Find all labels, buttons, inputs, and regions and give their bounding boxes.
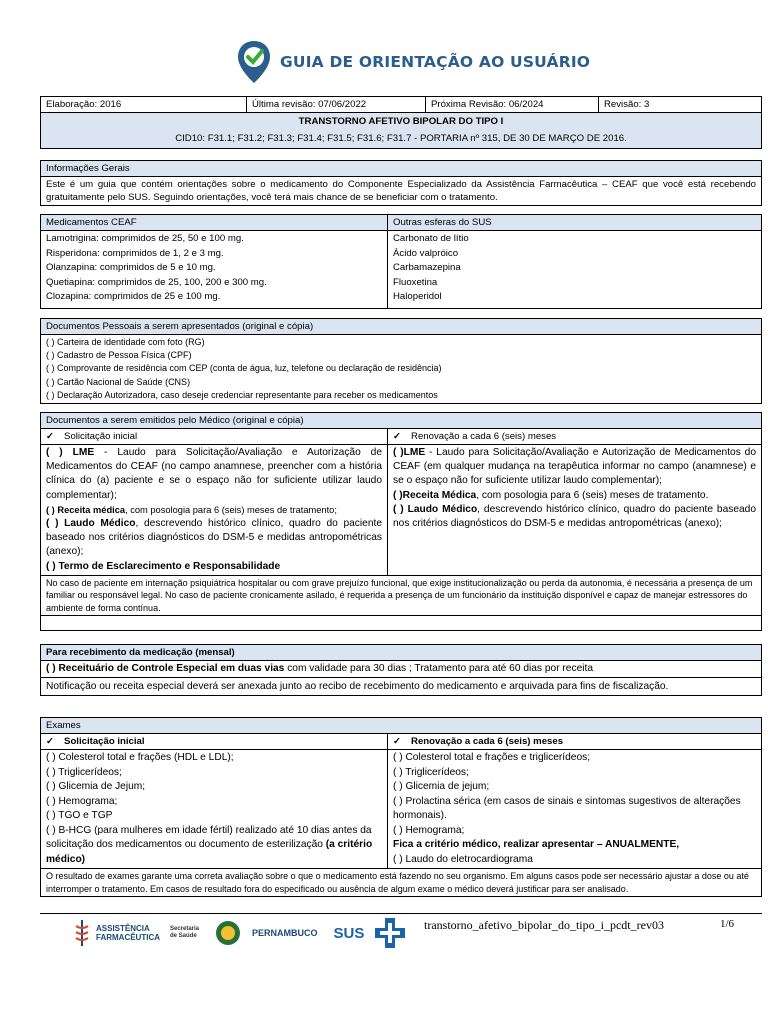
exam-item: ( ) Colesterol total e frações (HDL e LDL); (46, 752, 234, 763)
med-item: Fluoxetina (393, 276, 438, 288)
recebimento-header: Para recebimento da medicação (mensal) (41, 645, 762, 661)
exames-ren-list (388, 750, 762, 869)
exam-item: ( ) Hemograma; (46, 795, 118, 807)
header-table (40, 96, 762, 149)
med-item: Ácido valpróico (393, 247, 459, 259)
assistencia-logo (72, 918, 160, 948)
exames-note: O resultado de exames garante uma correta avaliação sobre o que o medicamento está fazendo no seu organismo. Em alguns casos pode ser necessário ajustar a dose ou até interromper o tratamento. Em casos de resultado fora do especificado ou ausência de algum exame o médico deverá justificar para ser analisado. (41, 869, 762, 897)
docs-pessoais-list (41, 335, 762, 404)
recebimento-line (41, 661, 762, 678)
doc-item: ( ) Cadastro de Pessoa Física (CPF) (46, 350, 192, 361)
receituario-label: ( ) Receituário de Controle Especial em duas vias (46, 663, 285, 674)
footer-rule (40, 913, 762, 914)
exam-item: ( ) Prolactina sérica (em casos de sinais e sintomas sugestivos de alterações hormonais). (393, 795, 741, 821)
guide-title: GUIA DE ORIENTAÇÃO AO USUÁRIO (280, 53, 591, 71)
sol-inicial-docs (41, 445, 388, 576)
doc-item: ( ) Cartão Nacional de Saúde (CNS) (46, 376, 191, 387)
med-item: Quetiapina: comprimidos de 25, 100, 200 e 300 mg. (46, 276, 267, 288)
recebimento-note: Notificação ou receita especial deverá ser anexada junto ao recibo de recebimento do medicamento e arquivada para fins de fiscalização. (41, 678, 762, 696)
exames-ren-header: Renovação a cada 6 (seis) meses (411, 736, 564, 747)
receituario-desc: com validade para 30 dias ; Tratamento para até 60 dias por receita (284, 663, 593, 674)
exam-item: ( ) Colesterol total e frações e triglicerídeos; (393, 752, 591, 763)
caduceus-icon (72, 918, 92, 948)
check-icon: ✓ (393, 736, 402, 747)
exam-item: ( ) Glicemia de Jejum; (46, 781, 146, 792)
lme-desc: - Laudo para Solicitação/Avaliação e Autorização de Medicamentos do CEAF (em qualquer mudança na terapêutica informar no campo (anamnese) e se o espaço não for suficiente utilizar laudo complementar); (393, 447, 757, 487)
sus-cross-icon (374, 917, 406, 949)
med-item: Lamotrigina: comprimidos de 25, 50 e 100 mg. (46, 233, 244, 244)
check-icon: ✓ (393, 431, 402, 442)
footer-logos (72, 915, 406, 951)
med-item: Carbamazepina (393, 262, 461, 273)
doc-item: ( ) Carteira de identidade com foto (RG) (46, 337, 205, 347)
receita-desc: , com posologia para 6 (seis) meses de tratamento. (476, 489, 709, 501)
exames-sol-header-cell (41, 734, 388, 750)
proxima-revisao: Próxima Revisão: 06/2024 (426, 97, 599, 113)
renovacao-header-cell (388, 429, 762, 445)
lme-label: ( )LME (393, 447, 426, 458)
exam-item: ( ) TGO e TGP (46, 810, 113, 821)
exam-anual: Fica a critério médico, realizar apresentar – ANUALMENTE, (393, 839, 680, 850)
footer-filename: transtorno_afetivo_bipolar_do_tipo_i_pcdt_rev03 (424, 918, 664, 932)
document-title: TRANSTORNO AFETIVO BIPOLAR DO TIPO I (298, 116, 504, 127)
guide-logo (236, 38, 591, 86)
docs-medico-note: No caso de paciente em internação psiquiátrica hospitalar ou com grave prejuízo funcional, que exige institucionalização ou perda da autonomia, é necessária a presença de um familiar ou responsável legal. No caso de paciente cronicamente asilado, é requerida a presença de um funcionário da instituição disponível e capaz de manejar estressores do ambiente de forma contínua. (41, 575, 762, 616)
elaboracao: Elaboração: 2016 (41, 97, 247, 113)
med-item: Clozapina: comprimidos de 25 e 100 mg. (46, 291, 221, 302)
docs-pessoais-header: Documentos Pessoais a serem apresentados (original e cópia) (41, 319, 762, 335)
exames-sol-header: Solicitação inicial (64, 736, 145, 747)
receita-label: ( )Receita Médica (393, 489, 477, 501)
meds-table (40, 214, 762, 309)
med-item: Haloperidol (393, 291, 442, 302)
revisao: Revisão: 3 (599, 97, 762, 113)
location-check-icon (236, 39, 272, 85)
med-item: Olanzapina: comprimidos de 5 e 10 mg. (46, 262, 216, 273)
doc-item: ( ) Declaração Autorizadora, caso deseje credenciar representante para receber os medicamentos (46, 389, 438, 400)
cid-line: CID10: F31.1; F31.2; F31.3; F31.4; F31.5; F31.6; F31.7 - PORTARIA nº 315, DE 30 DE MARÇO DE 2016. (175, 133, 627, 144)
meds-ceaf-header: Medicamentos CEAF (41, 215, 388, 231)
lme-desc: - Laudo para Solicitação/Avaliação e Autorização de Medicamentos do CEAF (no campo anamnese, preencher com a história clínica do (a) paciente e se o espaço não for suficiente utilizar laudo complementar); (46, 447, 383, 501)
exames-table (40, 717, 762, 897)
info-table (40, 160, 762, 206)
assistencia-line2: FARMACÊUTICA (96, 933, 160, 942)
docs-medico-table (40, 412, 762, 631)
exam-item: ( ) Glicemia de jejum; (393, 781, 490, 792)
exames-header: Exames (41, 718, 762, 734)
doc-item: ( ) Comprovante de residência com CEP (conta de água, luz, telefone ou declaração de residência) (46, 363, 442, 374)
check-icon: ✓ (46, 736, 55, 747)
laudo-desc: , descrevendo histórico clínico, quadro do paciente baseado nos critérios diagnósticos do DSM-5 e medidas antropométricas (anexo); (393, 503, 756, 530)
exam-criterio: (a critério médico) (46, 839, 373, 865)
sus-label: SUS (333, 924, 365, 942)
pernambuco-seal-icon (214, 919, 242, 947)
empty-row (41, 616, 762, 631)
sol-inicial-header: Solicitação inicial (64, 431, 138, 442)
docs-medico-header: Documentos a serem emitidos pelo Médico (original e cópia) (41, 413, 762, 429)
info-text: Este é um guia que contém orientações sobre o medicamento do Componente Especializado da Assistência Farmacêutica – CEAF que você está recebendo gratuitamente pelo SUS. Seguindo orientações, você terá mais chance de se beneficiar com o tratamento. (41, 177, 762, 206)
exames-sol-list (41, 750, 388, 869)
lme-label: ( ) LME (46, 447, 95, 458)
check-icon: ✓ (46, 431, 55, 442)
ultima-revisao: Última revisão: 07/06/2022 (247, 97, 426, 113)
exam-item: ( ) Triglicerídeos; (46, 766, 122, 778)
laudo-desc: , descrevendo histórico clínico, quadro do paciente baseado nos critérios diagnósticos do DSM-5 e medidas antropométricas (anexo); (46, 518, 382, 558)
renovacao-header: Renovação a cada 6 (seis) meses (411, 431, 557, 442)
secretaria-label: Secretaria de Saúde (170, 926, 200, 939)
med-item: Risperidona: comprimidos de 1, 2 e 3 mg. (46, 247, 224, 259)
docs-pessoais-table (40, 318, 762, 404)
exam-item: ( ) Laudo do eletrocardiograma (393, 853, 533, 865)
recebimento-table (40, 644, 762, 696)
sol-inicial-header-cell (41, 429, 388, 445)
assistencia-line1: ASSISTÊNCIA (96, 924, 150, 933)
exam-item: ( ) B-HCG (para mulheres em idade fértil) realizado até 10 dias antes da solicitação dos medicamentos ou documento de esterilização (46, 824, 372, 850)
laudo-label: ( ) Laudo Médico (46, 518, 136, 530)
exames-ren-header-cell (388, 734, 762, 750)
med-item: Carbonato de lítio (393, 233, 469, 244)
renovacao-docs (388, 445, 762, 576)
exam-item: ( ) Triglicerídeos; (393, 766, 469, 778)
pernambuco-label: PERNAMBUCO (252, 928, 318, 938)
footer-page-number: 1/6 (720, 918, 735, 930)
exam-item: ( ) Hemograma; (393, 824, 465, 836)
laudo-label: ( ) Laudo Médico (393, 503, 478, 515)
info-header: Informações Gerais (41, 161, 762, 177)
receita-desc: , com posologia para 6 (seis) meses de tratamento; (125, 504, 337, 515)
meds-outras-header: Outras esferas do SUS (388, 215, 762, 231)
meds-outras-list (388, 231, 762, 309)
termo-label: ( ) Termo de Esclarecimento e Responsabilidade (46, 560, 281, 572)
meds-ceaf-list (41, 231, 388, 309)
receita-label: ( ) Receita médica (46, 504, 126, 515)
